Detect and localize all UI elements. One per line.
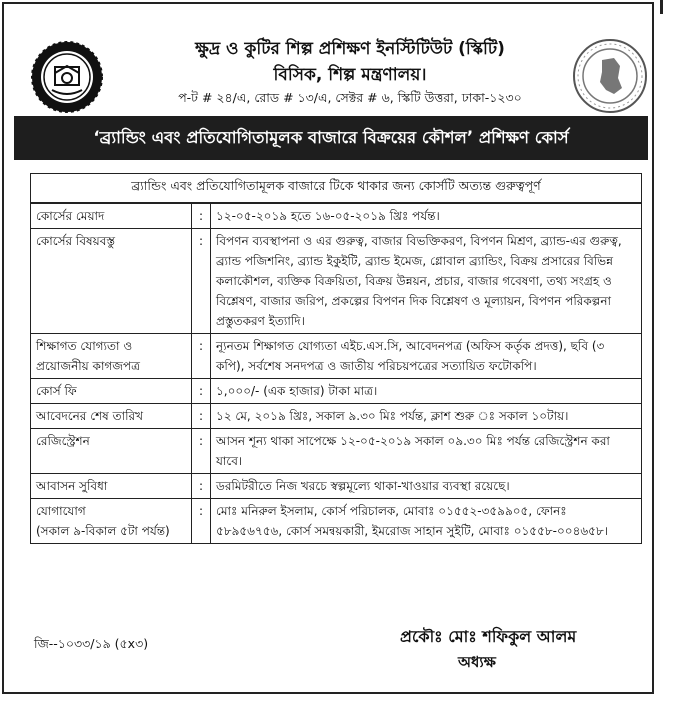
row-colon: : — [192, 204, 211, 229]
table-row-duration — [31, 204, 642, 229]
row-key: কোর্সের মেয়াদ — [31, 204, 192, 229]
reference-number: জি--১০৩৩/১৯ (৫x৩) — [34, 636, 149, 651]
row-key: আবাসন সুবিধা — [31, 474, 192, 499]
table-row-accommodation — [31, 474, 642, 499]
table-row-contact — [31, 499, 642, 544]
table-row-contents — [31, 229, 642, 334]
course-info-table — [30, 203, 642, 544]
row-value: বিপণন ব্যবস্থাপনা ও এর গুরুত্ব, বাজার বিভক্তিকরণ, বিপণন মিশ্রণ, ব্র্যান্ড-এর গুরুত্ব, ব্র্যান্ড পজিশনিং, ব্র্যান্ড ইকুইটি, ব্র্যান্ড ইমেজ, গ্লোবাল ব্র্যান্ডিং, বিক্রয় প্রসারের বিভিন্ন কলাকৌশল, ব্যক্তিক বিক্রয়িতা, বিক্রয় উন্নয়ন, প্রচার, বাজার গবেষণা, তথ্য সংগ্রহ ও বিশ্লেষণ, বাজার জরিপ, প্রকল্পের বিপণন দিক বিশ্লেষণ ও মূল্যায়ন, বিপণন পরিকল্পনা প্রস্তুতকরণ ইত্যাদি। — [211, 229, 642, 334]
row-key: কোর্স ফি — [31, 379, 192, 404]
row-colon: : — [192, 404, 211, 429]
org-name: ক্ষুদ্র ও কুটির শিল্প প্রশিক্ষণ ইনস্টিটিউট (স্কিটি) — [195, 39, 505, 59]
ministry-name: বিসিক, শিল্প মন্ত্রণালয়। — [273, 65, 427, 85]
row-key: রেজিস্ট্রেশন — [31, 429, 192, 474]
contact-key: যোগাযোগ — [36, 504, 86, 518]
bangladesh-govt-seal-icon — [572, 38, 648, 114]
row-value: ডরমিটরীতে নিজ খরচে স্বল্পমূল্যে থাকা-খাওয়ার ব্যবস্থা রয়েছে। — [211, 474, 642, 499]
row-colon: : — [192, 334, 211, 379]
row-value: ১,০০০/- (এক হাজার) টাকা মাত্র। — [211, 379, 642, 404]
row-colon: : — [192, 229, 211, 334]
row-key: আবেদনের শেষ তারিখ — [31, 404, 192, 429]
row-colon: : — [192, 429, 211, 474]
org-address: প-ট # ২৪/এ, রোড # ১৩/এ, সেক্টর # ৬, স্কিটি উত্তরা, ঢাকা-১২৩০ — [178, 90, 522, 105]
bscic-emblem-icon — [30, 40, 104, 114]
contact-hours: (সকাল ৯-বিকাল ৫টা পর্যন্ত) — [36, 524, 170, 538]
row-value: মোঃ মনিরুল ইসলাম, কোর্স পরিচালক, মোবাঃ ০১৫৫২-৩৫৯৯০৫, ফোনঃ ৫৮৯৫৬৭৫৬, কোর্স সমন্বয়কারী, ইমরোজ সাহান সুইটি, মোবাঃ ০১৫৫৮-০০৪৬৫৮। — [211, 499, 642, 544]
table-row-qualification — [31, 334, 642, 379]
table-row-deadline — [31, 404, 642, 429]
row-key: শিক্ষাগত যোগ্যতা ও প্রয়োজনীয় কাগজপত্র — [31, 334, 192, 379]
table-row-fee — [31, 379, 642, 404]
course-intro: ব্র্যান্ডিং এবং প্রতিযোগিতামূলক বাজারে টিকে থাকার জন্য কোর্সটি অত্যন্ত গুরুত্বপূর্ণ — [30, 173, 642, 203]
row-colon: : — [192, 379, 211, 404]
row-value: আসন শূন্য থাকা সাপেক্ষে ১২-০৫-২০১৯ সকাল ০৯.৩০ মিঃ পর্যন্ত রেজিস্ট্রেশন করা যাবে। — [211, 429, 642, 474]
signatory-name: প্রকৌঃ মোঃ শফিকুল আলম — [400, 627, 577, 646]
table-row-registration — [31, 429, 642, 474]
row-colon: : — [192, 499, 211, 544]
row-colon: : — [192, 474, 211, 499]
row-value: ১২-০৫-২০১৯ হতে ১৬-০৫-২০১৯ খ্রিঃ পর্যন্ত। — [211, 204, 642, 229]
corner-rule — [660, 0, 663, 14]
row-value: ন্যূনতম শিক্ষাগত যোগ্যতা এইচ.এস.সি, আবেদনপত্র (অফিস কর্তৃক প্রদত্ত), ছবি (৩ কপি), সর্বশেষ সনদপত্র ও জাতীয় পরিচয়পত্রের সত্যায়িত ফটোকপি। — [211, 334, 642, 379]
course-title-banner: ‘ব্র্যান্ডিং এবং প্রতিযোগিতামূলক বাজারে বিক্রয়ের কৌশল’ প্রশিক্ষণ কোর্স — [14, 116, 648, 160]
row-value: ১২ মে, ২০১৯ খ্রিঃ, সকাল ৯.৩০ মিঃ পর্যন্ত, ক্লাশ শুরু ঃ সকাল ১০টায়। — [211, 404, 642, 429]
row-key: কোর্সের বিষয়বস্তু — [31, 229, 192, 334]
row-key — [31, 499, 192, 544]
signatory-designation: অধ্যক্ষ — [458, 653, 496, 671]
